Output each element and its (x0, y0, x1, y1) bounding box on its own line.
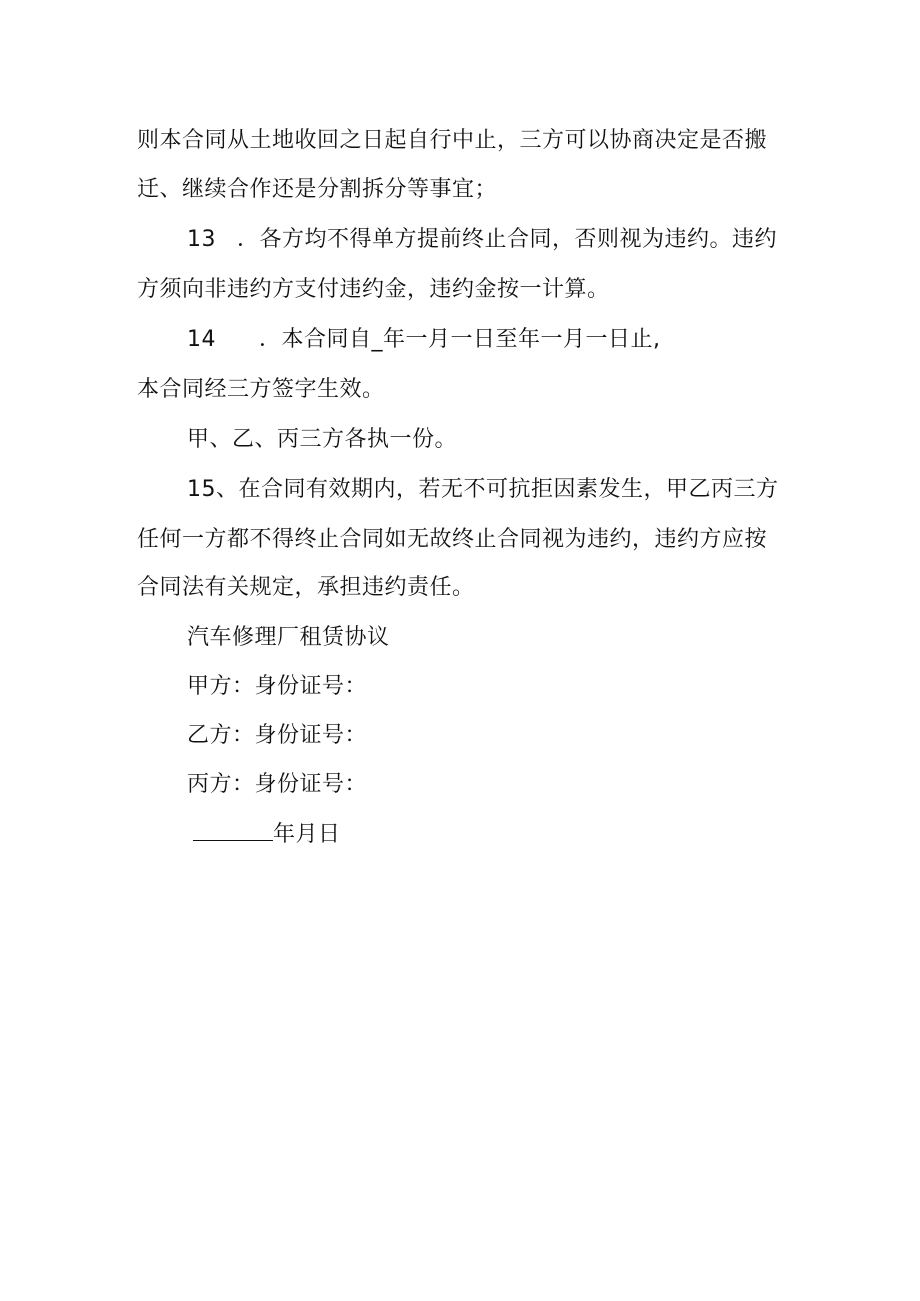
clause-text: ．本合同自_年一月一日至年一月一日止, (259, 327, 661, 352)
paragraph-15-line-1 (137, 476, 779, 504)
clause-text: ．各方均不得单方提前终止合同，否则视为违约。违约 (237, 227, 778, 252)
paragraph-15-line-2: 任何一方都不得终止合同如无故终止合同视为违约，违约方应按 (137, 527, 768, 552)
party-a-id-line: 甲方：身份证号： (187, 674, 368, 699)
paragraph-13-line-1 (137, 226, 777, 254)
clause-text: 15、在合同有效期内，若无不可抗拒因素发生，甲乙丙三方 (187, 477, 779, 502)
paragraph-12-line-2: 迁、继续合作还是分割拆分等事宜； (137, 177, 498, 202)
date-label: 年月日 (273, 822, 341, 847)
paragraph-15-line-3: 合同法有关规定，承担违约责任。 (137, 575, 475, 600)
paragraph-14-line-1 (137, 326, 661, 354)
party-b-id-line: 乙方：身份证号： (187, 723, 368, 748)
paragraph-12-line-1: 则本合同从土地收回之日起自行中止，三方可以协商决定是否搬 (137, 128, 768, 153)
paragraph-13-line-2: 方须向非违约方支付违约金，违约金按一计算。 (137, 277, 610, 302)
party-c-id-line: 丙方：身份证号： (187, 772, 368, 797)
paragraph-14-line-2: 本合同经三方签字生效。 (137, 377, 385, 402)
clause-number: 14 (187, 327, 216, 352)
clause-number: 13 (187, 227, 216, 252)
date-line (193, 820, 341, 849)
date-blank-underline (193, 820, 273, 841)
agreement-title: 汽车修理厂租赁协议 (187, 625, 390, 650)
copies-statement: 甲、乙、丙三方各执一份。 (187, 427, 458, 452)
